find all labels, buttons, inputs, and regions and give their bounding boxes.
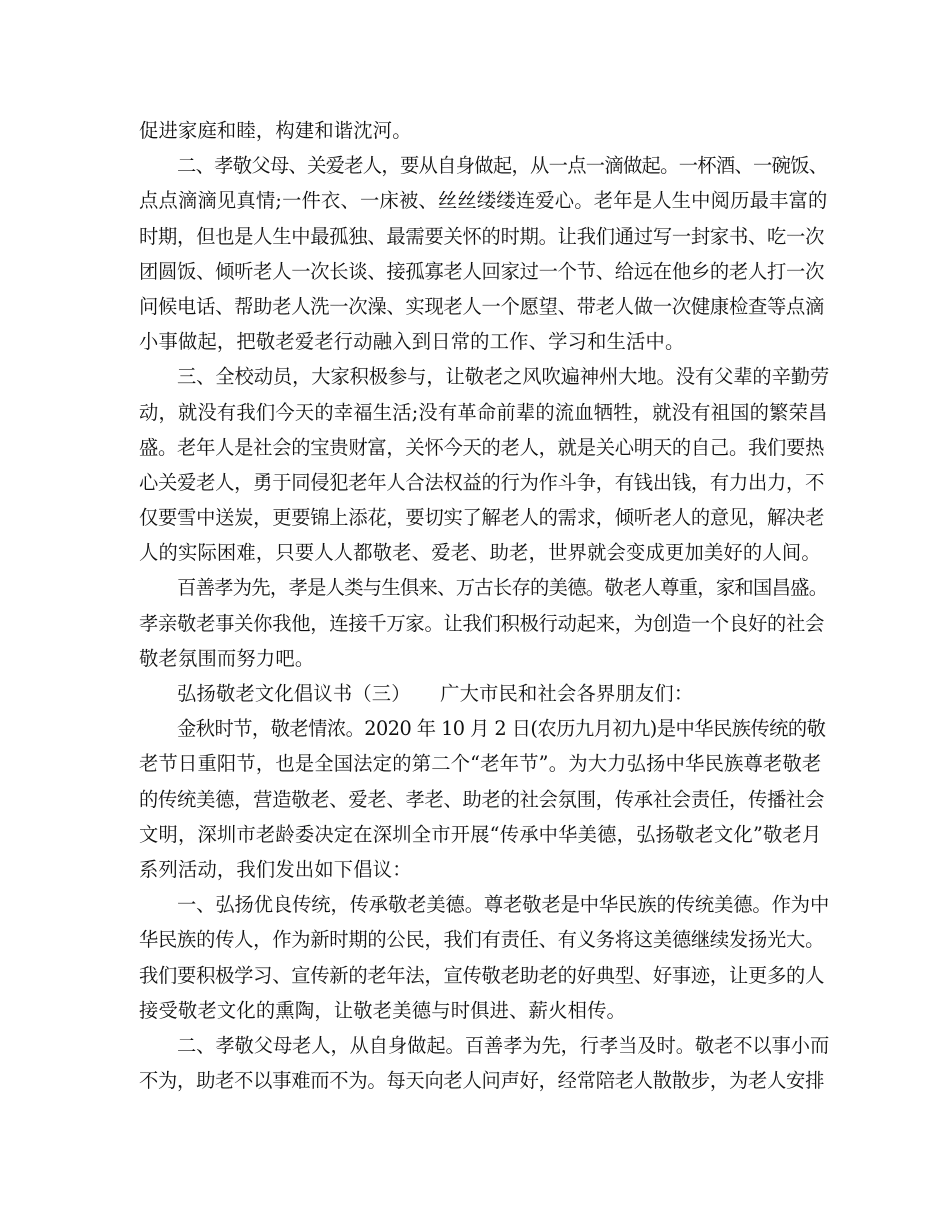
text-line: 三、全校动员，大家积极参与，让敬老之风吹遍神州大地。没有父辈的辛勤劳 [177,365,830,389]
text-line: 问候电话、帮助老人洗一次澡、实现老人一个愿望、带老人做一次健康检查等点滴 [139,294,825,318]
text-line: 华民族的传人，作为新时期的公民，我们有责任、有义务将这美德继续发扬光大。 [139,928,825,952]
text-line: 小事做起，把敬老爱老行动融入到日常的工作、学习和生活中。 [139,330,685,354]
text-line: 人的实际困难，只要人人都敬老、爱老、助老，世界就会变成更加美好的人间。 [139,541,821,565]
text-line: 系列活动，我们发出如下倡议： [139,857,412,881]
text-line: 金秋时节，敬老情浓。2020 年 10 月 2 日(农历九月初九)是中华民族传统的敬 [177,717,826,741]
text-line: 我们要积极学习、宣传新的老年法，宣传敬老助老的好典型、好事迹，让更多的人 [139,963,825,987]
text-line: 团圆饭、倾听老人一次长谈、接孤寡老人回家过一个节、给远在他乡的老人打一次 [139,259,825,283]
text-line: 接受敬老文化的熏陶，让敬老美德与时俱进、薪火相传。 [139,998,627,1022]
text-line: 的传统美德，营造敬老、爱老、孝老、助老的社会氛围，传承社会责任，传播社会 [139,787,825,811]
text-line: 二、孝敬父母老人，从自身做起。百善孝为先，行孝当及时。敬老不以事小而 [177,1033,830,1057]
document-body [139,113,829,1098]
text-line: 孝亲敬老事关你我他，连接千万家。让我们积极行动起来，为创造一个良好的社会 [139,611,825,635]
text-line: 一、弘扬优良传统，传承敬老美德。尊老敬老是中华民族的传统美德。作为中 [177,893,830,917]
text-line: 敬老氛围而努力吧。 [139,646,315,670]
text-line: 盛。老年人是社会的宝贵财富，关怀今天的老人，就是关心明天的自己。我们要热 [139,435,825,459]
text-line: 点点滴滴见真情;一件衣、一床被、丝丝缕缕连爱心。老年是人生中阅历最丰富的 [139,189,828,213]
text-line: 老节日重阳节，也是全国法定的第二个“老年节”。为大力弘扬中华民族尊老敬老 [139,752,822,776]
text-line: 二、孝敬父母、关爱老人，要从自身做起，从一点一滴做起。一杯酒、一碗饭、 [177,154,828,178]
text-line: 促进家庭和睦，构建和谐沈河。 [139,119,412,142]
text-line: 时期，但也是人生中最孤独、最需要关怀的时期。让我们通过写一封家书、吃一次 [139,224,825,248]
section-heading: 弘扬敬老文化倡议书（三） 广大市民和社会各界朋友们： [177,682,694,705]
text-line: 仅要雪中送炭，更要锦上添花，要切实了解老人的需求，倾听老人的意见，解决老 [139,506,825,530]
text-line: 不为，助老不以事难而不为。每天向老人问声好，经常陪老人散散步，为老人安排 [139,1069,825,1093]
text-line: 文明，深圳市老龄委决定在深圳全市开展“传承中华美德，弘扬敬老文化”敬老月 [139,822,822,846]
text-line: 心关爱老人，勇于同侵犯老年人合法权益的行为作斗争，有钱出钱，有力出力，不 [139,470,825,494]
text-line: 百善孝为先，孝是人类与生俱来、万古长存的美德。敬老人尊重，家和国昌盛。 [177,576,828,600]
text-line: 动，就没有我们今天的幸福生活;没有革命前辈的流血牺牲，就没有祖国的繁荣昌 [139,400,828,424]
